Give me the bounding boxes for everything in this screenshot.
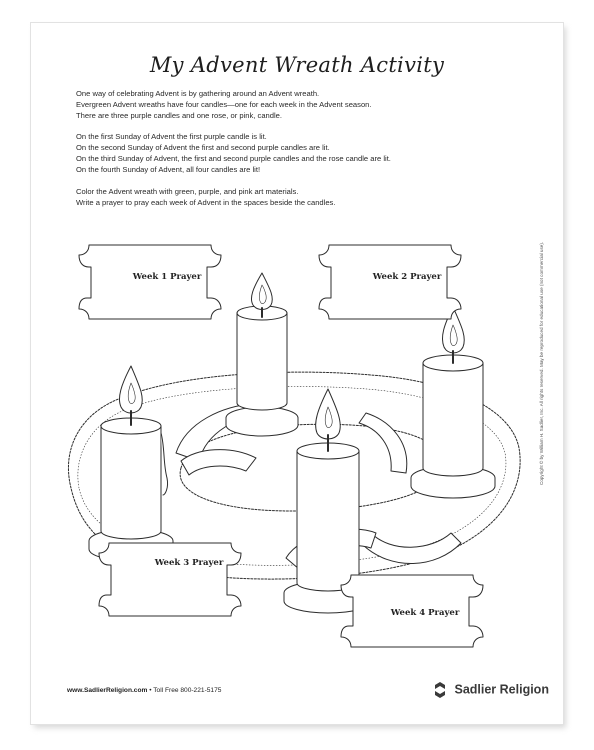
intro-paragraph xyxy=(76,88,372,121)
week3-frame xyxy=(99,543,241,616)
instruction-line: Color the Advent wreath with green, purple, and pink art materials. xyxy=(76,187,299,196)
sunday-line: On the second Sunday of Advent the first and second purple candles are lit. xyxy=(76,143,330,152)
page-title: My Advent Wreath Activity xyxy=(149,53,445,77)
sadlier-logo-icon xyxy=(433,681,447,699)
sundays-paragraph xyxy=(76,131,391,175)
week2-frame xyxy=(319,245,461,319)
intro-line: There are three purple candles and one rose, or pink, candle. xyxy=(76,111,283,120)
week1-prayer-label: Week 1 Prayer xyxy=(132,272,202,282)
week4-prayer-label: Week 4 Prayer xyxy=(390,608,460,618)
intro-line: Evergreen Advent wreaths have four candles—one for each week in the Advent season. xyxy=(76,100,372,109)
footer-phone: Toll Free 800-221-5175 xyxy=(153,687,222,694)
sadlier-logo xyxy=(433,681,549,699)
week2-prayer-label: Week 2 Prayer xyxy=(372,272,442,282)
brand-name: Sadlier Religion xyxy=(454,682,549,697)
intro-line: One way of celebrating Advent is by gathering around an Advent wreath. xyxy=(76,89,320,98)
activity-sheet xyxy=(30,22,564,725)
instructions-paragraph xyxy=(76,186,335,208)
candle-1 xyxy=(226,273,298,436)
week1-frame xyxy=(79,245,221,319)
sunday-line: On the fourth Sunday of Advent, all four candles are lit! xyxy=(76,165,261,174)
advent-wreath-illustration xyxy=(31,233,563,663)
footer-contact xyxy=(67,687,221,694)
footer-website: www.SadlierReligion.com xyxy=(67,687,148,694)
week3-prayer-label: Week 3 Prayer xyxy=(154,558,224,568)
candle-2 xyxy=(411,307,495,498)
instruction-line: Write a prayer to pray each week of Advent in the spaces beside the candles. xyxy=(76,198,336,207)
sunday-line: On the first Sunday of Advent the first purple candle is lit. xyxy=(76,132,267,141)
copyright-notice: Copyright © by William H. Sadlier, Inc. All rights reserved. May be reproduced for educational use (not commercial use). xyxy=(539,241,544,485)
sunday-line: On the third Sunday of Advent, the first and second purple candles and the rose candle are lit. xyxy=(76,154,391,163)
candle-3 xyxy=(89,366,173,561)
footer-separator: • xyxy=(149,687,152,694)
